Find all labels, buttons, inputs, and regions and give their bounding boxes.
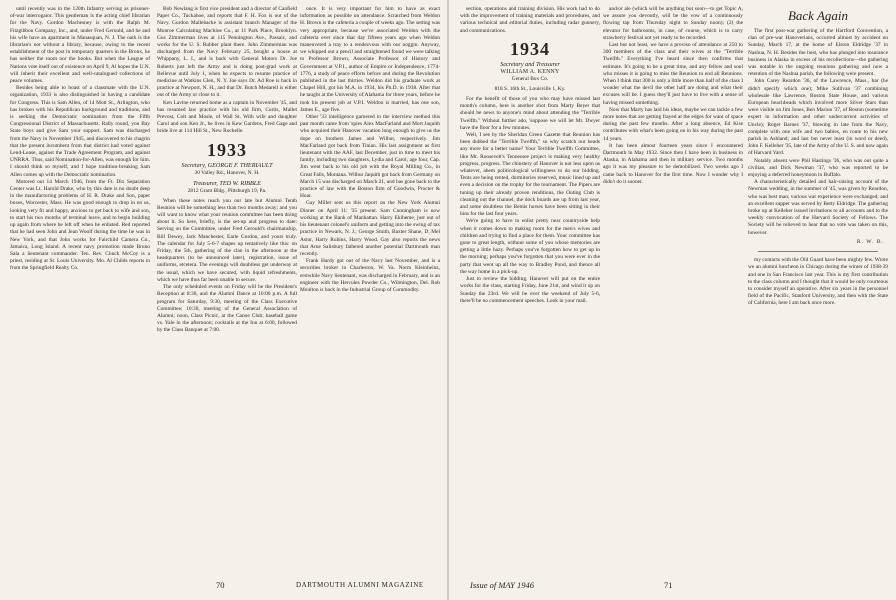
paragraph: When these notes reach you our late but Alumni Tenth Reunion will be something less than two months away; and you will want to know what your reunion committee has been doing about it. So here, briefly, is the set-up and progress to date: Serving on the Committee, under Fred Gerould's chairmanship, Bill Dewey, Jack Manchester, Earle Gordon, and yours truly. The calendar for July 5-6-7 shapes up tentatively like this: on Friday, the 5th, gathering of the clan in the afternoon at the headquarters (to be announced later), registration, issue of uniforms, etcetera. The evenings will doubtless get underway at the usual, which we have secured, with liquid refreshments, which we have thus far been unable to secure.: [157, 197, 297, 283]
paragraph: Gay Miller sent us this report on the New York Alumni Dinner on April 11: '35 present. Sam Cunningham is now working at the Bank of Manhattan. Harry Ekiheme, just out of his lieutenant colonel's uniform and getting into the swing of tax practice in Newark, N. J.; George Smith, Baxter Shane, D. Mel Astor, Harry Rubins, Harry Wood. Gay also reports the news that Arne Salisbury fathered another potential Dartmouth man recently.: [300, 200, 440, 257]
column-6: [748, 6, 888, 572]
class-1934-address: 818 S. 16th St., Louisville 1, Ky.: [494, 86, 566, 93]
paragraph: John Carey Reardon '36, of the Lawrence, Mass., bar (he didn't specify which one); Mike Sullivan '37 combining wholesale like Lawrence, Boston State House, and various European beachheads which involved more Silver Stars than were visible on Jim Jones, Ben Marion '37, of Boston (sometime expert in information and other undercurrent activities of Uncle); Roger Barnes '37, blowing in late from the Navy, complete with one wife and two babies, en route to his new parish in Ashland; and last but never least (in word or deed), John F. Kelleher '35, late of the Army of the U. S. and now again of Harvard Yard.: [748, 78, 888, 157]
column-1: [10, 6, 150, 572]
paragraph: once. It is very important for him to have as exact information as possible on attendance. Scratched from Weldon H. Brown is the cafeteria a couple of weeks ago. The setting was very appropriate, because we've associated Weldon with the cafeteria ever since that day fifteen years ago when Weldon maneuvered a tray to a rendezvous with our noggin. Anyway, we whipped out a pencil and straightened found we were talking to Professor Brown, Associate Professor of History and Government at V.P.I., author of Empire or Independence, 1774-1776, a study of peace efforts before and during the Revolution published in the last thirties. Weldon did his graduate work at Chapel Hill, got his M.A. in 1934, his Ph.D. in 1938. After that he taught at the University of Alabama for three years, before he took his present job at V.P.I. Weldon is married, has one son, James E., age five.: [300, 6, 440, 113]
class-1933-address2: 2812 Grant Bldg., Pittsburgh 19, Pa.: [187, 187, 267, 194]
paragraph: For the benefit of those of you who may have missed last month's column, here is another shot from Marty Beyer that should be news to anyone's mind about attending the "Terrible Twelfth." Without further ado, 'suppose we will let Mr. Dwyer have the floor for a few minutes.: [460, 96, 600, 131]
paragraph: my contacts with the Old Guard have been mighty few. Wrote we an alumni luncheon in Chicago during the winter of 1938-39 and one in San Francisco last year. This is my first contribution to the class column and I thought that it would be only courteous to consider myself an operative. After six years in the personnel field of the Pacific, Stanford University, and then with the State of California, here I am back once more.: [748, 257, 888, 307]
class-1933-secretary: Secretary, GEORGE F. THERIAULT: [181, 161, 273, 169]
column-4: [460, 6, 600, 572]
class-1933-treasurer: Treasurer, TED W. RIBBLE: [193, 179, 261, 187]
paragraph: and/or ale (which will be anything but soon—to get Topic A, we assure you devoutly, will be the vow of a continuously flowing tap from Thursday night to Sunday noon); (2) the elevator for bathrooms, in case, of course, which is to carry strawberry festival not yet ready to be recorded.: [603, 6, 743, 41]
paragraph: until recently was in the 120th Infantry serving as prisoner-of-war interrogator. This gentleman is the acting chief librarian for the Navy. Gordon Machesney is with the Ralph M. Fitzgibbon Company, Inc., and, under Fred Gerould, and he and his wife have an apartment in Manasquan, N. J. The oath is the librarian's not without a library, because, owing to the recent establishment of the post in temporary quarters in the Bronx, he has neither the room nor the books. But when the League of Nations vote itself out of existence on April 9, Al hopes the U.N. will inherit their excellent and well-catalogued collections of peace volumes.: [10, 6, 150, 85]
paragraph: Just to review the bidding, Hanover will put on the entire works for the class, starting Friday, June 21st, and wind it up on Sunday the 23rd. We will be over the weekend of July 5-6, there'll be no commencement speeches. Look in your mail.: [460, 276, 600, 304]
issue-date: Issue of MAY 1946: [470, 580, 534, 590]
paragraph: Besides being able to boast of a classmate with the U.N. organization, 1933 is also distinguished in having a candidate for Congress. This is Sam Allen, of 14 Mott St., Arlington, who has broken with his Republican background and traditions, and is seeking the Democratic nomination from the Fifth Congressional District of Massachusetts. Rally round, you Bay State boys and give Sam your support. Sam was discharged from the Navy in November 1945, and discovered to his chagrin that the present incumbent from that district had voted against Lend-Lease, against the Trade Agreement Program, and against UNRRA. Thus, said Nomination-for-Allen, was enough for him. I should think so myself, and I hope tradition-breaking Sam Allen comes up with the Democratic nomination.: [10, 85, 150, 178]
page-number-left: 70: [216, 580, 225, 590]
class-1933-address1: 30 Valley Rd., Hanover, N. H.: [194, 169, 260, 176]
page-gutter: [447, 0, 449, 600]
class-1934-secretary: Secretary and Treasurer: [500, 60, 560, 68]
paragraph: It has been almost fourteen years since I encountered Dartmouth in May 1932. Since then I have been in business in Alaska, in Alabama and then in military service. Two months ago it was my pleasure to be demobilized. Two weeks ago I came back to Hanover for the first time. Now I wonder why I didn't do it sooner.: [603, 142, 743, 185]
paragraph: Motored out 14 March 1946, from the Ft. Dix Separation Center was Lt. Harold Drake, who by this date is no doubt deep in the manufacturing problems of H. R. Drake and Son, paper boxes, Worcester, Mass. He was good enough to drop in on us, looking very fit and happy, anxious to get back to wife and son, to start his two months of terminal leave, and to begin building up again from where he left off when he enlisted. Red reported that he had seen John and Jean Woolf during the time he was in New York, and that John works for Fairchild Camera Co., Jamaica, Long Island. A recent navy promotion made Bruno Sala a lieutenant commander. Ten. Rev. Chuck McCoy is a priest, residing at St. Louis University. Mo. Al Childs reports in from the Springfield Realty Co.: [10, 178, 150, 272]
section-divider: [758, 251, 878, 252]
magazine-title: DARTMOUTH ALUMNI MAGAZINE: [296, 581, 424, 589]
column-5: [603, 6, 743, 572]
paragraph: A characteristically detailed and hair-raising account of the Newman wedding, in the summer of '45, was given by Reardon, who was best man; various war experience were exchanged; and an excellent supper was served by Betty Eldridge. The gathering broke up at Kelleher issued invitations to all accounts and to the weekly convocation of the Harvard Society of Fellows. The Society will be relieved to hear that no vote was taken on this, however.: [748, 179, 888, 236]
paragraph: Ken Lavine returned home as a captain in November '45, and has resumed law practice with his old firm, Curtis, Mallet Prevost, Colt and Mosle, of Wall St. With wife and daughter Carol and son Ken Jr., he lives in Kew Gardens, Fred Gage and bride live at 114 Hill St., New Rochelle.: [157, 99, 297, 135]
paragraph: We're going to have to enlist pretty near countryside help when it comes down to making room for the men's wives and children and trying to find a place for them. Your committee has gone to great length, without some of you whose memories are getting a little hazy. Perhaps you've forgotten how to get up in the morning; perhaps you've forgotten that you were ever in the party that went up all the way to Bradley Pond, and thence all the way home in a pick-up.: [460, 218, 600, 275]
paragraph: Bob Newlang is first vice president and a director of Canfield Paper Co., Tuckahoe, and reports that F. H. Fox is out of the Navy. Gordon Mallebacke is assistant branch Manager of the Monroe Calculating Machine Co., at 11 Park Place, Brooklyn. Gus Zimmerman lives at 115 Pennington Ave., Passaic, and works for the U. S. Rubber plant there. John Zimmerman was discharged from the Navy February 25, bought a house at Whippany, L. I., and is back with General Motors Dr. Joe Roberts just left the Army and is doing post-grad work at Bellevue until July 1, when he expects to resume practice of medicine at Watkins Glen, N. Y. Joe says Dr. Ad Roe is back in practice at Newport, N. H., and that Dr. Butch Medarell is either out of the Army or close to it.: [157, 6, 297, 99]
column-3: [300, 6, 440, 572]
paragraph: section, operations and training division. His work had to do with the improvement of training materials and procedures, and various technical and editorial duties, including radar gunnery, and communications.: [460, 6, 600, 34]
paragraph: Other '33 intelligence garnered in the interview method this past month came from 'spies Alex MacFarland and Mort Jaquith who acquired their Hanover vacation long enough to give us the dope on brothers James and Wilbur, respectively. Jim MacFarland got back from Tinian. His last assignment as first lieutenant with the AAF, last December, just in time to meet his family, including two daughters, Lydia and Carol, age four, Cap. Jim went back to his old job with the Royal Milling Co., in Great Falls, Montana. Wilbur Jaquith got back from Germany on March 15 was discharged on March 21, and has gone back to the practice of law with the Boston firm of Goodwin, Procter & Hoar.: [300, 114, 440, 200]
paragraph: Notably absent were Phil Hastings '36, who was out quite a civilian, and Dick Newman '37, who was reported to be enjoying a deferred honeymoon in Buffalo.: [748, 157, 888, 179]
back-again-signoff: R. W. B.: [856, 238, 884, 245]
class-1934-company: General Box Co.: [511, 76, 549, 83]
paragraph: The first post-war gathering of the Hartford Convention, a clan of pre-war Hanoverians, occurred almost by accident on Sunday, March 17, at the home of Elston Eldridge '37 in Nashua, N. H. Besides the host, who has plunged into insurance business in Alaska in excess of his recollections—the gathering was notable in the ongoing reunions gathering and now a retention of the Nashua parish, the following were present.: [748, 28, 888, 78]
page-number-right: 71: [664, 580, 673, 590]
column-2: [157, 6, 297, 572]
back-again-heading: Back Again: [787, 8, 849, 23]
paragraph: Now that Marty has laid his ideas, maybe we can tackle a few more notes that are getting frayed at the edges for want of space during the past few months. After a long absence, Ed Kise contributes with what's been going on in his way during the past 14 years.: [603, 106, 743, 142]
paragraph: Frank Hardy got out of the Navy last November, and is a securities broker in Charleston, W. Va. Norm Kleinheinz, erstwhile Navy lieutenant, was discharged in February, and is an engineer with the Hercules Powder Co., Wilmington, Del. Rob Moulton is back in the Industrial Group of Commodity.: [300, 258, 440, 293]
class-1934-heading: 1934: [510, 38, 550, 59]
class-1933-heading: 1933: [207, 139, 247, 160]
paragraph: The only scheduled events on Friday will be the President's Reception at 8:30, and the Alumni Dance at 10:00 p.m. A full program for Saturday, 9:30, meeting of the Class Executive Committee; 10:30, meeting of the General Association of Alumni; noon, Class Picnic, at the Canoe Club; baseball game vs. Yale in the afternoon; cocktails at the Inn at 6:00, followed by the Class Banquet at 7:00.: [157, 284, 297, 334]
class-1934-name: WILLIAM A. KENNY: [500, 68, 560, 75]
paragraph: Well, I see by the Sheridan Green Gazette that Reunion has been dubbed the "Terrible Twelfth," so why scratch our heads any more for a better name? Your Terrible Twelfth Committee, like Mr. Roosevelt's Tennessee project is making very healthy progress, progress. The chinstery of Hanover is not less upon us whatever, ahem politicological willingness to do our bidding. Tents are being rented, dormitories reserved, music lined up and even a decision on the trophy for the tournament. The Pipers are tuning up their already proven renditions, the Outing Club is cleaning out the channel, the dock boards are up from last year, and some doubtless the Bemis horses have been sitting in their bins for the last four years.: [460, 132, 600, 218]
paragraph: Last but not least, we have a proviso of attendance at 250 to 300 members of the class and their wives at the "Terrible Twelfth." Everything I've heard since then confirms that estimate. It's going to be a great time, and any fellow and soul who misses it is going to miss the Reunion to end all Reunions. When I think that 300 is only a little more than half of the class I wonder what the devil the other half are doing and what their excuses will be. I guess they'll just have to live with a sense of having missed something.: [603, 42, 743, 106]
